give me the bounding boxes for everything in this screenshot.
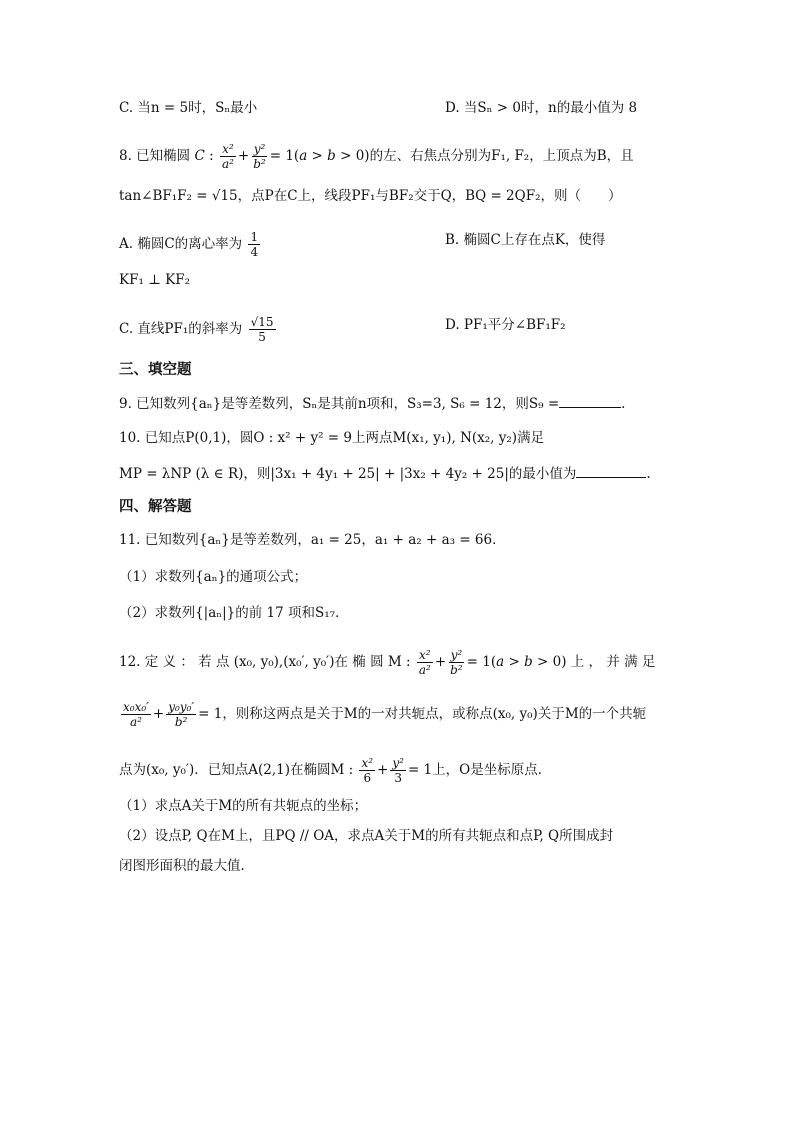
q12-line2-text: ，则称这两点是关于M的一对共轭点，或称点(x₀, y₀)关于M的一个共轭 xyxy=(222,706,647,722)
q10-line2-text: MP = λNP (λ ∈ R)，则|3x₁ + 4y₁ + 25| + |3x₂ + 4y₂ + 25|的最小值为 xyxy=(119,466,577,482)
q12-line3: 点为(x₀, y₀′)．已知点A(2,1)在椭圆M : $\frac{\text{x²}}{6}$ + $\frac{\text{y²}}{3}$ = 1上，O是坐标原点． xyxy=(119,756,552,785)
q8-stem-line1: 8. 已知椭圆 C : $\frac{\text{x²}}{\text{a²}}$ + $\frac{\text{y²}}{\text{b²}}$ = 1(a > b > 0)的左、右焦点分别为F₁, F₂，上顶点为B，且 xyxy=(119,142,634,171)
q12-conj-y: $\frac{\text{y₀y₀′}}{\text{b²}}$ xyxy=(168,700,195,729)
q10-line1: 10. 已知点P(0,1)，圆O : x² + y² = 9上两点M(x₁, y₁), N(x₂, y₂)满足 xyxy=(119,430,545,446)
q8-option-b: B. 椭圆C上存在点K，使得 xyxy=(445,232,606,248)
q7-option-d: D. 当Sₙ > 0时，n的最小值为 8 xyxy=(445,100,638,116)
q8-option-c xyxy=(119,315,278,344)
q11-stem: 11. 已知数列{aₙ}是等差数列，a₁ = 25，a₁ + a₂ + a₃ = 66． xyxy=(119,532,506,548)
q10-answer-blank xyxy=(576,463,646,478)
section-heading-solve: 四、解答题 xyxy=(119,499,192,515)
q12-ellipse-y: $\frac{\text{y²}}{\text{b²}}$ xyxy=(450,648,463,677)
q12-line1-b: 上 ， 并 满 足 xyxy=(570,654,656,670)
q12-part1: （1）求点A关于M的所有共轭点的坐标； xyxy=(119,798,368,814)
q12-line3-b: 上，O是坐标原点． xyxy=(432,762,552,778)
q12-line1: 12. 定 义 ： 若 点 (x₀, y₀),(x₀′, y₀′)在 椭 圆 M : $\frac{\text{x²}}{\text{a²}}$ + $\frac{\text{y²}}{\text{b²}}$ = 1(a > b > 0) 上 ， 并 满 足 xyxy=(119,648,656,677)
q12-part2-cont: 闭图形面积的最大值． xyxy=(119,858,254,874)
q8-option-a-fraction: $\frac{1}{4}$ xyxy=(250,230,259,259)
q8-intro-b: 的左、右焦点分别为F₁, F₂，上顶点为B，且 xyxy=(369,148,634,164)
q11-part1: （1）求数列{aₙ}的通项公式； xyxy=(119,569,308,585)
q8-condition: tan∠BF₁F₂ = √15，点P在C上，线段PF₁与BF₂交于Q，BQ = 2QF₂，则（ ） xyxy=(119,188,622,204)
q8-option-c-fraction: $\frac{√15}{5}$ xyxy=(250,315,274,344)
q12-line2: $\frac{\text{x₀x₀′}}{\text{a²}}$ + $\frac{\text{y₀y₀′}}{\text{b²}}$ = 1，则称这两点是关于M的一对共轭点，或称点(x₀, y₀)关于M的一个共轭 xyxy=(123,700,647,729)
q12-m-x: $\frac{\text{x²}}{6}$ xyxy=(361,756,374,785)
q12-ellipse-x: $\frac{\text{x²}}{\text{a²}}$ xyxy=(418,648,431,677)
q12-part2: （2）设点P, Q在M上，且PQ // OA，求点A关于M的所有共轭点和点P, Q所围成封 xyxy=(119,828,614,844)
q12-m-y: $\frac{\text{y²}}{3}$ xyxy=(392,756,404,785)
q12-line3-a: 点为(x₀, y₀′)．已知点A(2,1)在椭圆M : xyxy=(119,762,354,778)
q8-option-a xyxy=(119,230,262,259)
q8-option-d: D. PF₁平分∠BF₁F₂ xyxy=(445,317,566,333)
q10-line2: MP = λNP (λ ∈ R)，则|3x₁ + 4y₁ + 25| + |3x₂ + 4y₂ + 25|的最小值为 . xyxy=(119,463,651,484)
q8-option-b-cont: KF₁ ⊥ KF₂ xyxy=(119,272,191,288)
q9-answer-blank xyxy=(559,393,621,408)
q7-option-c: C. 当n = 5时，Sₙ最小 xyxy=(119,100,258,116)
ellipse-fraction-y: $\frac{\text{y²}}{\text{b²}}$ xyxy=(253,142,266,171)
q11-part2: （2）求数列{|aₙ|}的前 17 项和S₁₇． xyxy=(119,605,349,621)
q12-line1-a: 12. 定 义 ： 若 点 (x₀, y₀),(x₀′, y₀′)在 椭 圆 M : xyxy=(119,654,411,670)
q9-text: 9. 已知数列{aₙ}是等差数列，Sₙ是其前n项和，S₃=3, S₆ = 12，则S₉ = xyxy=(119,396,560,412)
q8-intro-a: 8. 已知椭圆 xyxy=(119,148,191,164)
ellipse-fraction-x: $\frac{\text{x²}}{\text{a²}}$ xyxy=(221,142,234,171)
section-heading-fill-in: 三、填空题 xyxy=(119,362,192,378)
q8-option-a-text: A. 椭圆C的离心率为 xyxy=(119,236,243,252)
q12-conj-x: $\frac{\text{x₀x₀′}}{\text{a²}}$ xyxy=(123,700,149,729)
q8-option-c-text: C. 直线PF₁的斜率为 xyxy=(119,321,243,337)
q9-stem: 9. 已知数列{aₙ}是等差数列，Sₙ是其前n项和，S₃=3, S₆ = 12，则S₉ = . xyxy=(119,393,625,414)
